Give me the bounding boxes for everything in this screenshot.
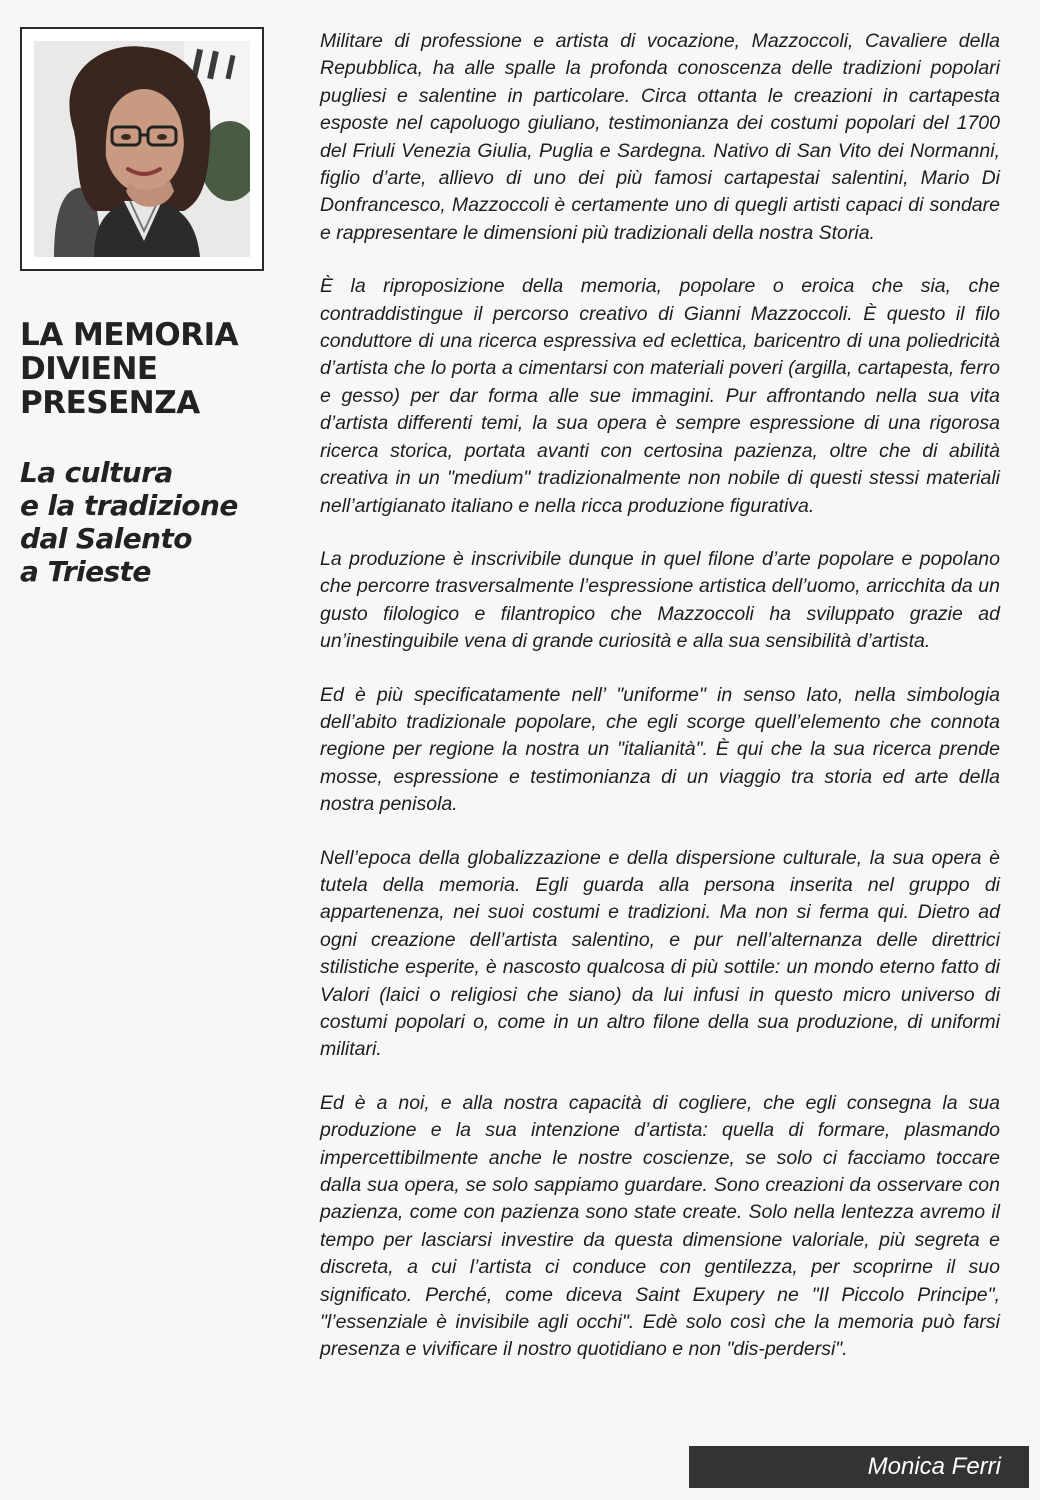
- subheading-line: dal Salento: [20, 522, 192, 555]
- heading-line: LA MEMORIA: [20, 317, 239, 353]
- author-signature-band: [689, 1446, 1029, 1488]
- heading-line: PRESENZA: [20, 385, 200, 421]
- article-subheading: [20, 456, 300, 588]
- author-photo-frame: [20, 27, 264, 271]
- article-paragraph: È la riproposizione della memoria, popolare o eroica che sia, che contraddistingue il percorso creativo di Gianni Mazzoccoli. È questo il filo conduttore di una ricerca espressiva ed eclettica, baricentro di una poliedricità d’artista che lo porta a cimentarsi con materiali poveri (argilla, cartapesta, ferro e gesso) per dar forma alle sue immagini. Pur affrontando nella sua vita d’artista differenti temi, la sua opera è sempre espressione di una rigorosa ricerca storica, portata avanti con certosina pazienza, oltre che di abilità creativa in un "medium" tradizionalmente non nobile di questi stessi materiali nell’artigianato italiano e nella ricca produzione figurativa.: [320, 275, 1000, 517]
- article-body: [320, 28, 1000, 1390]
- subheading-line: a Trieste: [20, 555, 151, 588]
- article-paragraph: Militare di professione e artista di vocazione, Mazzoccoli, Cavaliere della Repubblica, ha alle spalle la profonda conoscenza delle tradizioni popolari pugliesi e salentine in particolare. Circa ottanta le creazioni in cartapesta esposte nel capoluogo giuliano, testimonianza dei costumi popolari del 1700 del Friuli Venezia Giulia, Puglia e Sardegna. Nativo di San Vito dei Normanni, figlio d’arte, allievo di uno dei più famosi cartapestai salentini, Mario Di Donfrancesco, Mazzoccoli è certamente uno di quegli artisti capaci di sondare e rappresentare le dimensioni più tradizionali della nostra Storia.: [320, 30, 1000, 244]
- subheading-line: La cultura: [20, 456, 173, 489]
- article-heading: [20, 318, 300, 420]
- article-paragraph: Ed è a noi, e alla nostra capacità di cogliere, che egli consegna la sua produzione e la sua intenzione d’artista: quella di formare, plasmando impercettibilmente anche le nostre coscienze, se solo ci facciamo toccare dalla sua opera, se solo sappiamo guardare. Sono creazioni da osservare con pazienza, come con pazienza sono state create. Solo nella lentezza avremo il tempo per lasciarsi investire da questa dimensione valoriale, più segreta e discreta, a cui l’artista ci conduce con gentilezza, per scoprirne il suo significato. Perché, come diceva Saint Exupery ne "Il Piccolo Principe", "l’essenziale è invisibile agli occhi". Edè solo così che la memoria può farsi presenza e vivificare il nostro quotidiano e non "dis-perdersi".: [320, 1091, 1000, 1361]
- author-name: Monica Ferri: [867, 1453, 1001, 1480]
- subheading-line: e la tradizione: [20, 489, 238, 522]
- author-portrait-image: [34, 41, 250, 257]
- heading-line: DIVIENE: [20, 351, 158, 387]
- article-paragraph: Ed è più specificatamente nell’ "uniforme" in senso lato, nella simbologia dell’abito tradizionale popolare, che egli scorge quell’elemento che connota regione per regione la nostra un "italianità". È qui che la sua ricerca prende mosse, espressione e testimonianza di un viaggio tra storia ed arte della nostra penisola.: [320, 683, 1000, 816]
- article-paragraph: Nell’epoca della globalizzazione e della dispersione culturale, la sua opera è tutela della memoria. Egli guarda alla persona inserita nel gruppo di appartenenza, nei suoi costumi e tradizioni. Ma non si ferma qui. Dietro ad ogni creazione dell’artista salentino, e pur nell’alternanza delle direttrici stilistiche esperite, è nascosto qualcosa di più sottile: un mondo eterno fatto di Valori (laici o religiosi che siano) da lui infusi in questo micro universo di costumi popolari o, come in un altro filone della sua produzione, di uniformi militari.: [320, 846, 1000, 1061]
- article-paragraph: La produzione è inscrivibile dunque in quel filone d’arte popolare e popolano che percorre trasversalmente l’espressione artistica dell’uomo, arricchita da un gusto filologico e filantropico che Mazzoccoli ha sviluppato grazie ad un’inestinguibile vena di grande curiosità e alla sua sensibilità d’artista.: [320, 547, 1000, 653]
